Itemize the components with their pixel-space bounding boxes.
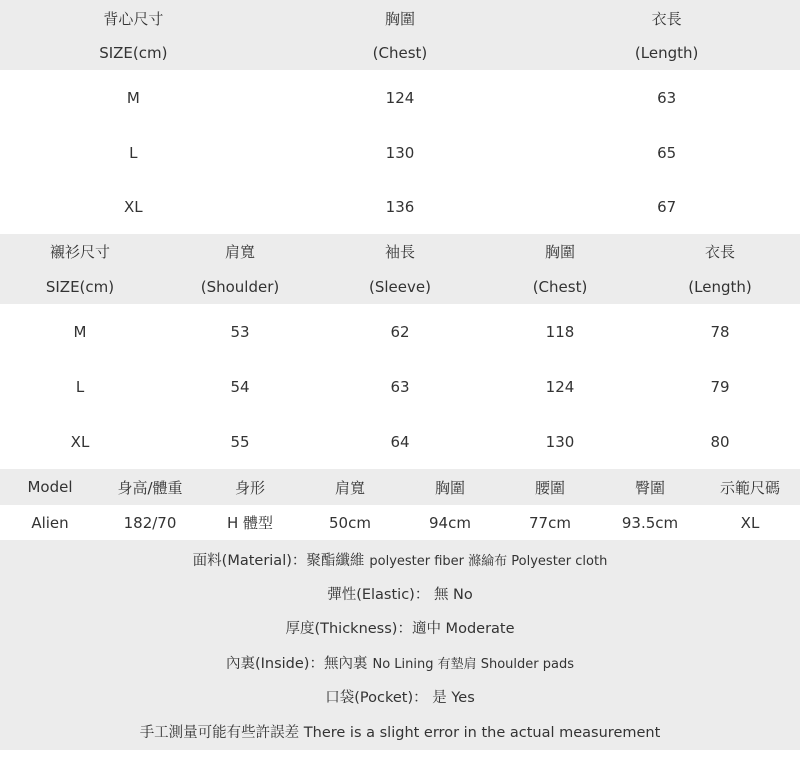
vest-cell: XL xyxy=(124,198,143,216)
shirt-cell: 53 xyxy=(230,322,250,341)
shirt-header-size-zh: 襯衫尺寸 xyxy=(49,243,110,261)
model-cell: XL xyxy=(740,513,760,532)
table-row xyxy=(0,180,800,234)
shirt-cell: 55 xyxy=(230,432,250,451)
inside-label: 內裏(Inside)：無內裏 xyxy=(225,655,368,672)
table-row xyxy=(0,414,800,469)
shirt-cell: 124 xyxy=(545,377,575,396)
shirt-header-chest-zh: 胸圍 xyxy=(544,243,575,261)
shirt-header-shoulder-en: (Shoulder) xyxy=(200,277,280,296)
table-row xyxy=(0,70,800,125)
shirt-cell: 64 xyxy=(390,432,410,451)
table-row xyxy=(0,505,800,540)
vest-header-size-en: SIZE(cm) xyxy=(99,44,168,62)
shirt-header-chest-en: (Chest) xyxy=(532,277,588,296)
material-detail: polyester fiber 滌綸布 Polyester cloth xyxy=(369,553,608,569)
model-header-cell: 示範尺碼 xyxy=(719,478,780,497)
model-header-cell: 身形 xyxy=(234,478,265,497)
vest-cell: 65 xyxy=(657,143,677,162)
vest-header-chest-en: (Chest) xyxy=(372,44,428,62)
table-row xyxy=(0,125,800,180)
vest-header-length-en: (Length) xyxy=(634,44,699,62)
model-header-cell: 胸圍 xyxy=(434,478,465,497)
model-header-cell: 臀圍 xyxy=(634,478,665,497)
material-note xyxy=(0,542,800,576)
shirt-header-sleeve-zh: 袖長 xyxy=(384,243,415,261)
model-cell: 94cm xyxy=(429,513,471,532)
measurement-error-note: 手工測量可能有些許誤差 There is a slight error in the actual measurement xyxy=(139,724,661,741)
model-cell: 182/70 xyxy=(123,513,177,532)
shirt-cell: 118 xyxy=(545,322,575,341)
model-cell: 77cm xyxy=(529,513,571,532)
vest-cell: 136 xyxy=(385,198,415,216)
shirt-size-table xyxy=(0,234,800,469)
shirt-cell: 54 xyxy=(230,377,250,396)
vest-header-length-zh: 衣長 xyxy=(651,9,682,28)
model-header-cell: 肩寬 xyxy=(334,478,365,497)
shirt-header-shoulder-zh: 肩寬 xyxy=(224,243,255,261)
model-cell: 93.5cm xyxy=(621,513,679,532)
shirt-cell: 62 xyxy=(390,322,410,341)
model-header-cell: 腰圍 xyxy=(534,478,565,497)
table-row xyxy=(0,304,800,359)
shirt-cell: 80 xyxy=(710,432,730,451)
vest-header-chest-zh: 胸圍 xyxy=(384,9,415,28)
model-header xyxy=(0,469,800,505)
shirt-cell: 79 xyxy=(710,377,730,396)
model-cell: H 體型 xyxy=(226,514,274,532)
vest-cell: L xyxy=(129,143,138,162)
product-notes xyxy=(0,540,800,750)
shirt-cell: M xyxy=(73,322,87,341)
model-header-cell: 身高/體重 xyxy=(117,478,183,497)
shirt-cell: XL xyxy=(70,432,90,451)
shirt-header xyxy=(0,234,800,304)
pocket-note: 口袋(Pocket)： 是 Yes xyxy=(325,690,475,707)
shirt-cell: 130 xyxy=(545,432,575,451)
material-label: 面料(Material)：聚酯纖維 xyxy=(192,552,365,569)
model-cell: 50cm xyxy=(329,513,371,532)
shirt-header-size-en: SIZE(cm) xyxy=(45,277,115,296)
vest-header-size-zh: 背心尺寸 xyxy=(103,9,164,28)
model-table xyxy=(0,469,800,540)
vest-cell: M xyxy=(126,88,140,107)
vest-size-table xyxy=(0,0,800,234)
shirt-header-length-zh: 衣長 xyxy=(704,243,735,261)
shirt-header-sleeve-en: (Sleeve) xyxy=(369,277,431,296)
shirt-cell: 78 xyxy=(710,322,730,341)
shirt-cell: 63 xyxy=(390,377,410,396)
model-cell: Alien xyxy=(31,513,69,532)
shirt-header-length-en: (Length) xyxy=(688,277,752,296)
shirt-cell: L xyxy=(75,377,85,396)
inside-note xyxy=(0,645,800,679)
vest-cell: 67 xyxy=(657,198,677,216)
vest-cell: 63 xyxy=(657,88,677,107)
vest-header xyxy=(0,0,800,70)
table-row xyxy=(0,359,800,414)
vest-cell: 130 xyxy=(385,143,415,162)
vest-cell: 124 xyxy=(385,88,415,107)
thickness-note: 厚度(Thickness)：適中 Moderate xyxy=(285,621,515,638)
model-header-cell: Model xyxy=(27,478,73,496)
inside-detail: No Lining 有墊肩 Shoulder pads xyxy=(372,656,575,672)
elastic-note: 彈性(Elastic)： 無 No xyxy=(327,587,473,604)
